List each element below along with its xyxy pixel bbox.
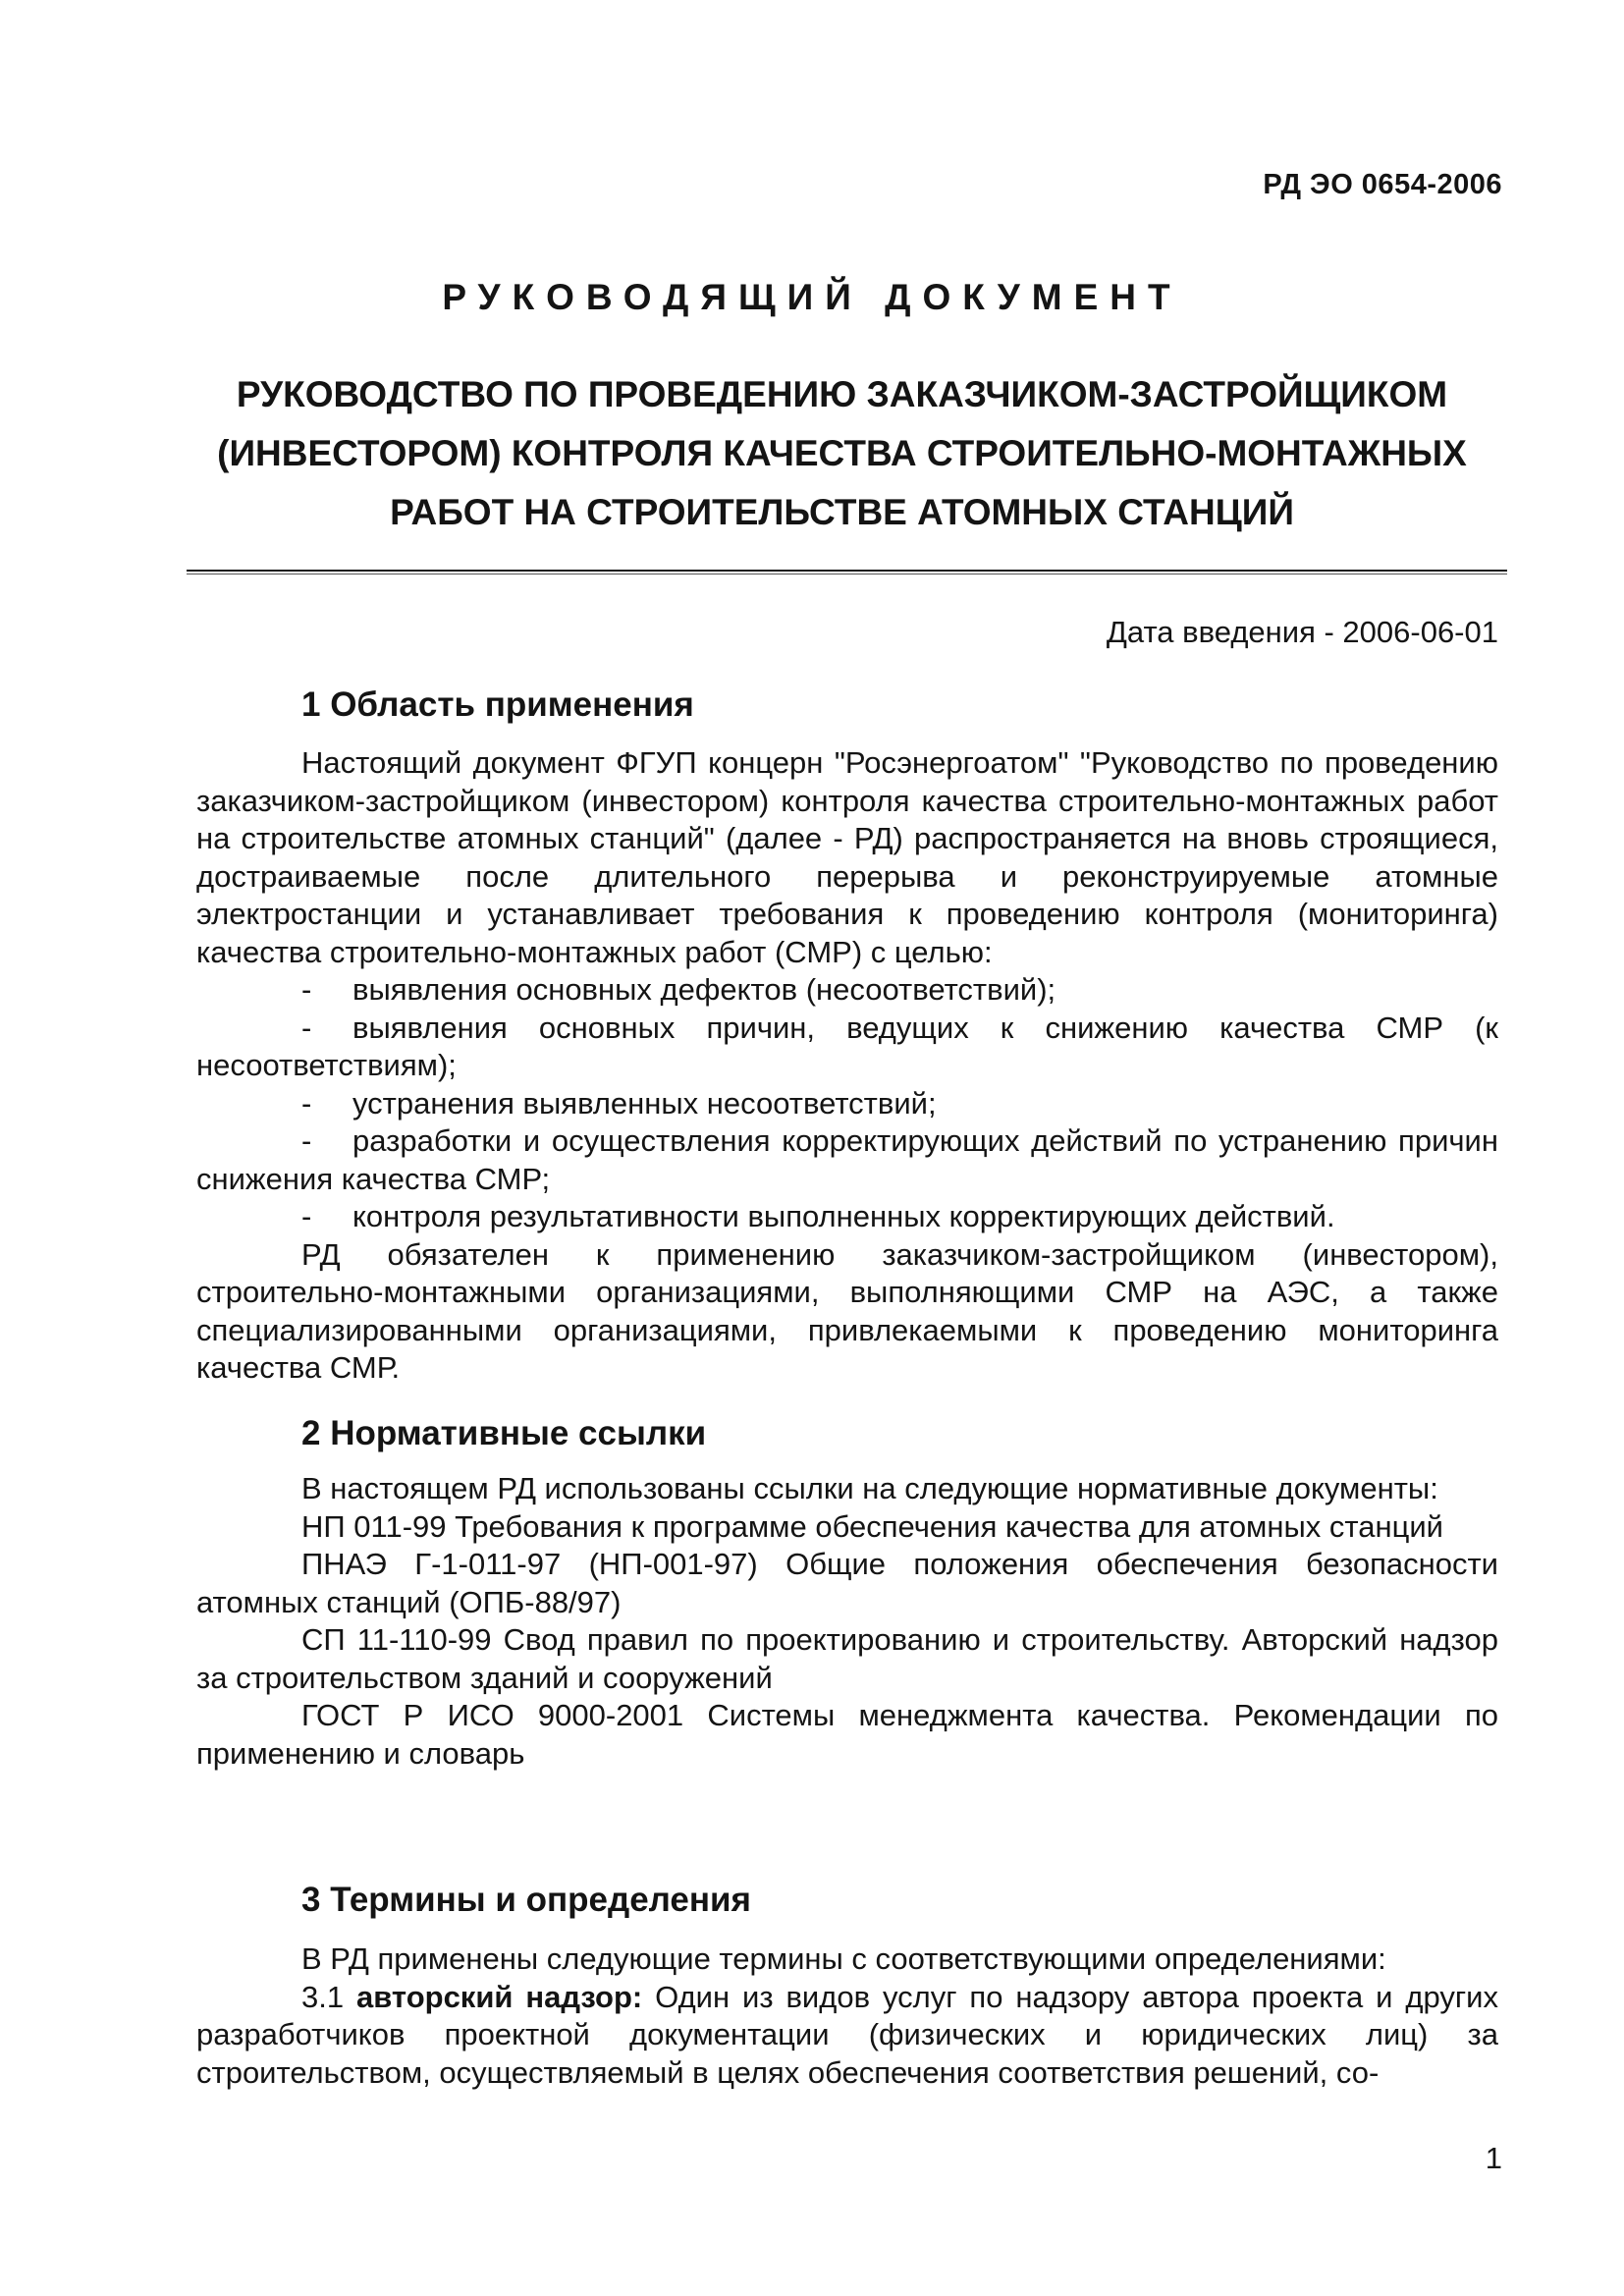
list-item: - устранения выявленных несоответствий; bbox=[301, 1085, 937, 1121]
section-scope-body bbox=[196, 744, 1498, 1388]
page-number: 1 bbox=[1485, 2141, 1502, 2175]
term-number: 3.1 bbox=[301, 1979, 345, 2014]
list-item-text: выявления основных дефектов (несоответствий); bbox=[352, 972, 1056, 1007]
title-line: РУКОВОДСТВО ПО ПРОВЕДЕНИЮ ЗАКАЗЧИКОМ-ЗАСТРОЙЩИКОМ bbox=[236, 374, 1448, 414]
list-item-text: устранения выявленных несоответствий; bbox=[352, 1085, 937, 1121]
section-heading-scope: 1 Область применения bbox=[301, 685, 694, 724]
introduction-date: Дата введения - 2006-06-01 bbox=[1106, 615, 1498, 649]
list-item: - разработки и осуществления корректирующих действий по устранению причин снижения качества СМР; bbox=[196, 1123, 1498, 1196]
title-divider bbox=[187, 570, 1507, 574]
scope-paragraph: РД обязателен к применению заказчиком-застройщиком (инвестором), строительно-монтажными организациями, выполняющими СМР на АЭС, а также специализированными организациями, привлекаемыми к проведению мониторинга качества СМР. bbox=[196, 1236, 1498, 1385]
references-intro: В настоящем РД использованы ссылки на следующие нормативные документы: bbox=[301, 1471, 1438, 1505]
section-heading-references: 2 Нормативные ссылки bbox=[301, 1414, 707, 1452]
reference-item: ГОСТ Р ИСО 9000-2001 Системы менеджмента качества. Рекомендации по применению и словарь bbox=[196, 1698, 1498, 1771]
term-name: авторский надзор: bbox=[356, 1979, 643, 2014]
document-kind: РУКОВОДЯЩИЙ ДОКУМЕНТ bbox=[442, 277, 1182, 317]
document-title bbox=[187, 365, 1497, 542]
reference-item: ПНАЭ Г-1-011-97 (НП-001-97) Общие положения обеспечения безопасности атомных станций (ОПБ-88/97) bbox=[196, 1547, 1498, 1619]
list-item: - выявления основных причин, ведущих к снижению качества СМР (к несоответствиям); bbox=[196, 1010, 1498, 1082]
section-references-body bbox=[196, 1470, 1498, 1773]
reference-item: НП 011-99 Требования к программе обеспечения качества для атомных станций bbox=[301, 1508, 1443, 1544]
scope-paragraph: Настоящий документ ФГУП концерн "Росэнергоатом" "Руководство по проведению заказчиком-застройщиком (инвестором) контроля качества строительно-монтажных работ на строительстве атомных станций" (далее - РД) распространяется на вновь строящиеся, достраиваемые после длительного перерыва и реконструируемые атомные электростанции и устанавливает требования к проведению контроля (мониторинга) качества строительно-монтажных работ (СМР) с целью: bbox=[196, 745, 1498, 969]
title-line: РАБОТ НА СТРОИТЕЛЬСТВЕ АТОМНЫХ СТАНЦИЙ bbox=[390, 492, 1294, 532]
section-heading-terms: 3 Термины и определения bbox=[301, 1881, 751, 1919]
reference-item: СП 11-110-99 Свод правил по проектированию и строительству. Авторский надзор за строительством зданий и сооружений bbox=[196, 1622, 1498, 1695]
list-item-text: разработки и осуществления корректирующих действий по устранению причин снижения качества СМР; bbox=[196, 1123, 1498, 1196]
section-terms-body bbox=[196, 1941, 1498, 2092]
title-line: (ИНВЕСТОРОМ) КОНТРОЛЯ КАЧЕСТВА СТРОИТЕЛЬНО-МОНТАЖНЫХ bbox=[217, 433, 1467, 473]
list-item: - выявления основных дефектов (несоответствий); bbox=[301, 972, 1056, 1007]
term-definition bbox=[196, 1979, 1498, 2093]
list-item-text: контроля результативности выполненных корректирующих действий. bbox=[352, 1199, 1335, 1233]
list-item: - контроля результативности выполненных корректирующих действий. bbox=[301, 1199, 1335, 1233]
document-code: РД ЭО 0654-2006 bbox=[1263, 169, 1502, 200]
terms-intro: В РД применены следующие термины с соответствующими определениями: bbox=[301, 1941, 1386, 1976]
term-text: Один из видов услуг по надзору автора проекта и других разработчиков проектной документации (физических и юридических лиц) за строительством, осуществляемый в целях обеспечения соответствия решений, со- bbox=[196, 1979, 1498, 2090]
list-item-text: выявления основных причин, ведущих к снижению качества СМР (к несоответствиям); bbox=[196, 1010, 1498, 1082]
